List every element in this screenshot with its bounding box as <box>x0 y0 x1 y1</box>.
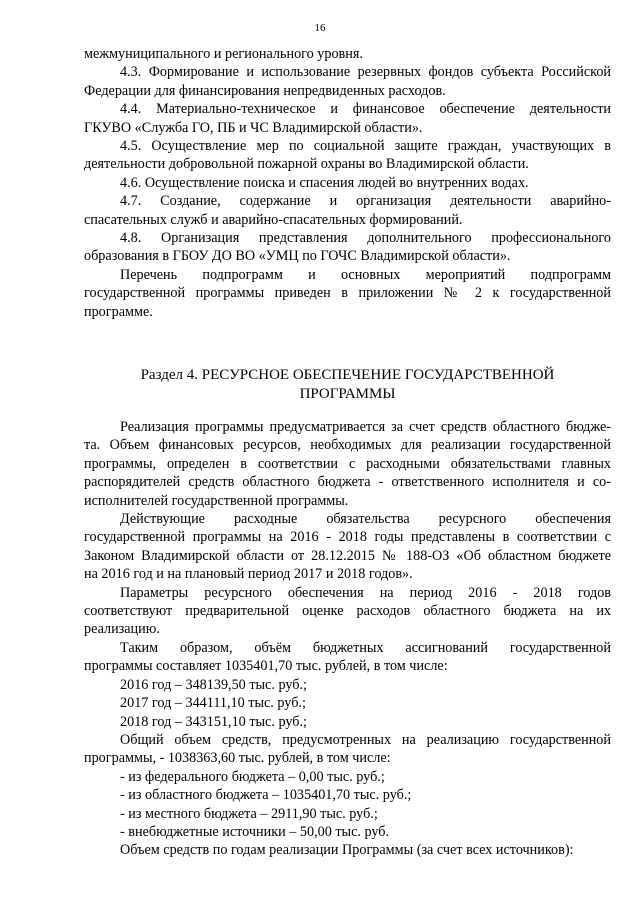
text-line: Перечень подпрограмм и основных мероприятий подпрограмм <box>120 266 611 283</box>
text-line: Реализация программы предусматривается за счет средств областного бюдже- <box>120 419 611 435</box>
text-line: 4.6. Осуществление поиска и спасения людей во внутренних водах. <box>120 174 529 191</box>
text-line: программы составляет 1035401,70 тыс. рублей, в том числе: <box>84 658 448 675</box>
text-line: образования в ГБОУ ДО ВО «УМЦ по ГОЧС Владимирской области». <box>84 248 511 265</box>
text-line: 4.8. Организация представления дополнительного профессионального <box>120 230 611 247</box>
text-line: деятельности добровольной пожарной охраны во Владимирской области. <box>84 156 529 173</box>
text-line: распорядителей средств областного бюджета - ответственного исполнителя и со- <box>84 474 611 491</box>
body-text-block <box>84 418 611 860</box>
text-line: Действующие расходные обязательства ресурсного обеспечения <box>120 511 611 528</box>
top-text-block <box>84 45 611 321</box>
text-line: Таким образом, объём бюджетных ассигнований государственной <box>120 639 611 656</box>
text-line: та. Объем финансовых ресурсов, необходимых для реализации государственной <box>84 437 611 454</box>
text-line: ГКУВО «Служба ГО, ПБ и ЧС Владимирской области». <box>84 119 423 136</box>
text-line: программы, - 1038363,60 тыс. рублей, в том числе: <box>84 750 391 767</box>
text-line: государственной программы на 2016 - 2018 годы представлены в соответствии с <box>84 529 611 546</box>
text-line: государственной программы приведен в приложении № 2 к государственной <box>84 285 611 302</box>
text-line: - внебюджетные источники – 50,00 тыс. руб. <box>120 823 390 840</box>
text-line: на 2016 год и на плановый период 2017 и 2018 годов». <box>84 566 413 583</box>
text-line: 2017 год – 344111,10 тыс. руб.; <box>120 695 306 712</box>
text-line: Федерации для финансирования непредвиденных расходов. <box>84 82 446 99</box>
text-line: 4.7. Создание, содержание и организация деятельности аварийно- <box>120 193 611 210</box>
section-heading <box>84 366 611 404</box>
text-line: соответствуют предварительной оценке расходов областного бюджета на их <box>84 603 611 620</box>
text-line: Общий объем средств, предусмотренных на реализацию государственной <box>120 731 611 748</box>
text-line: 4.5. Осуществление мер по социальной защите граждан, участвующих в <box>120 138 611 155</box>
text-line: Объем средств по годам реализации Программы (за счет всех источников): <box>120 842 574 859</box>
text-line: 2016 год – 348139,50 тыс. руб.; <box>120 676 307 693</box>
text-line: программе. <box>84 303 153 320</box>
section-title-line-2: ПРОГРАММЫ <box>299 386 396 402</box>
text-line: 2018 год – 343151,10 тыс. руб.; <box>120 713 307 730</box>
text-line: 4.3. Формирование и использование резервных фондов субъекта Российской <box>120 64 611 81</box>
text-line: исполнителей государственной программы. <box>84 492 349 509</box>
text-line: - из местного бюджета – 2911,90 тыс. руб.; <box>120 805 378 822</box>
text-line: - из федерального бюджета – 0,00 тыс. руб.; <box>120 768 385 785</box>
text-line: межмуниципального и регионального уровня. <box>84 46 363 62</box>
text-line: 4.4. Материально-техническое и финансовое обеспечение деятельности <box>120 101 611 118</box>
text-line: Параметры ресурсного обеспечения на период 2016 - 2018 годов <box>120 584 611 601</box>
section-title-line-1: Раздел 4. РЕСУРСНОЕ ОБЕСПЕЧЕНИЕ ГОСУДАРСТВЕННОЙ <box>140 367 555 383</box>
text-line: Законом Владимирской области от 28.12.2015 № 188-ОЗ «Об областном бюджете <box>84 547 611 564</box>
text-line: реализацию. <box>84 621 160 638</box>
text-line: - из областного бюджета – 1035401,70 тыс. руб.; <box>120 787 412 804</box>
text-line: спасательных служб и аварийно-спасательных формирований. <box>84 211 463 228</box>
page-number: 16 <box>314 22 326 34</box>
text-line: программы, определен в соответствии с расходными обязательствами главных <box>84 455 611 472</box>
